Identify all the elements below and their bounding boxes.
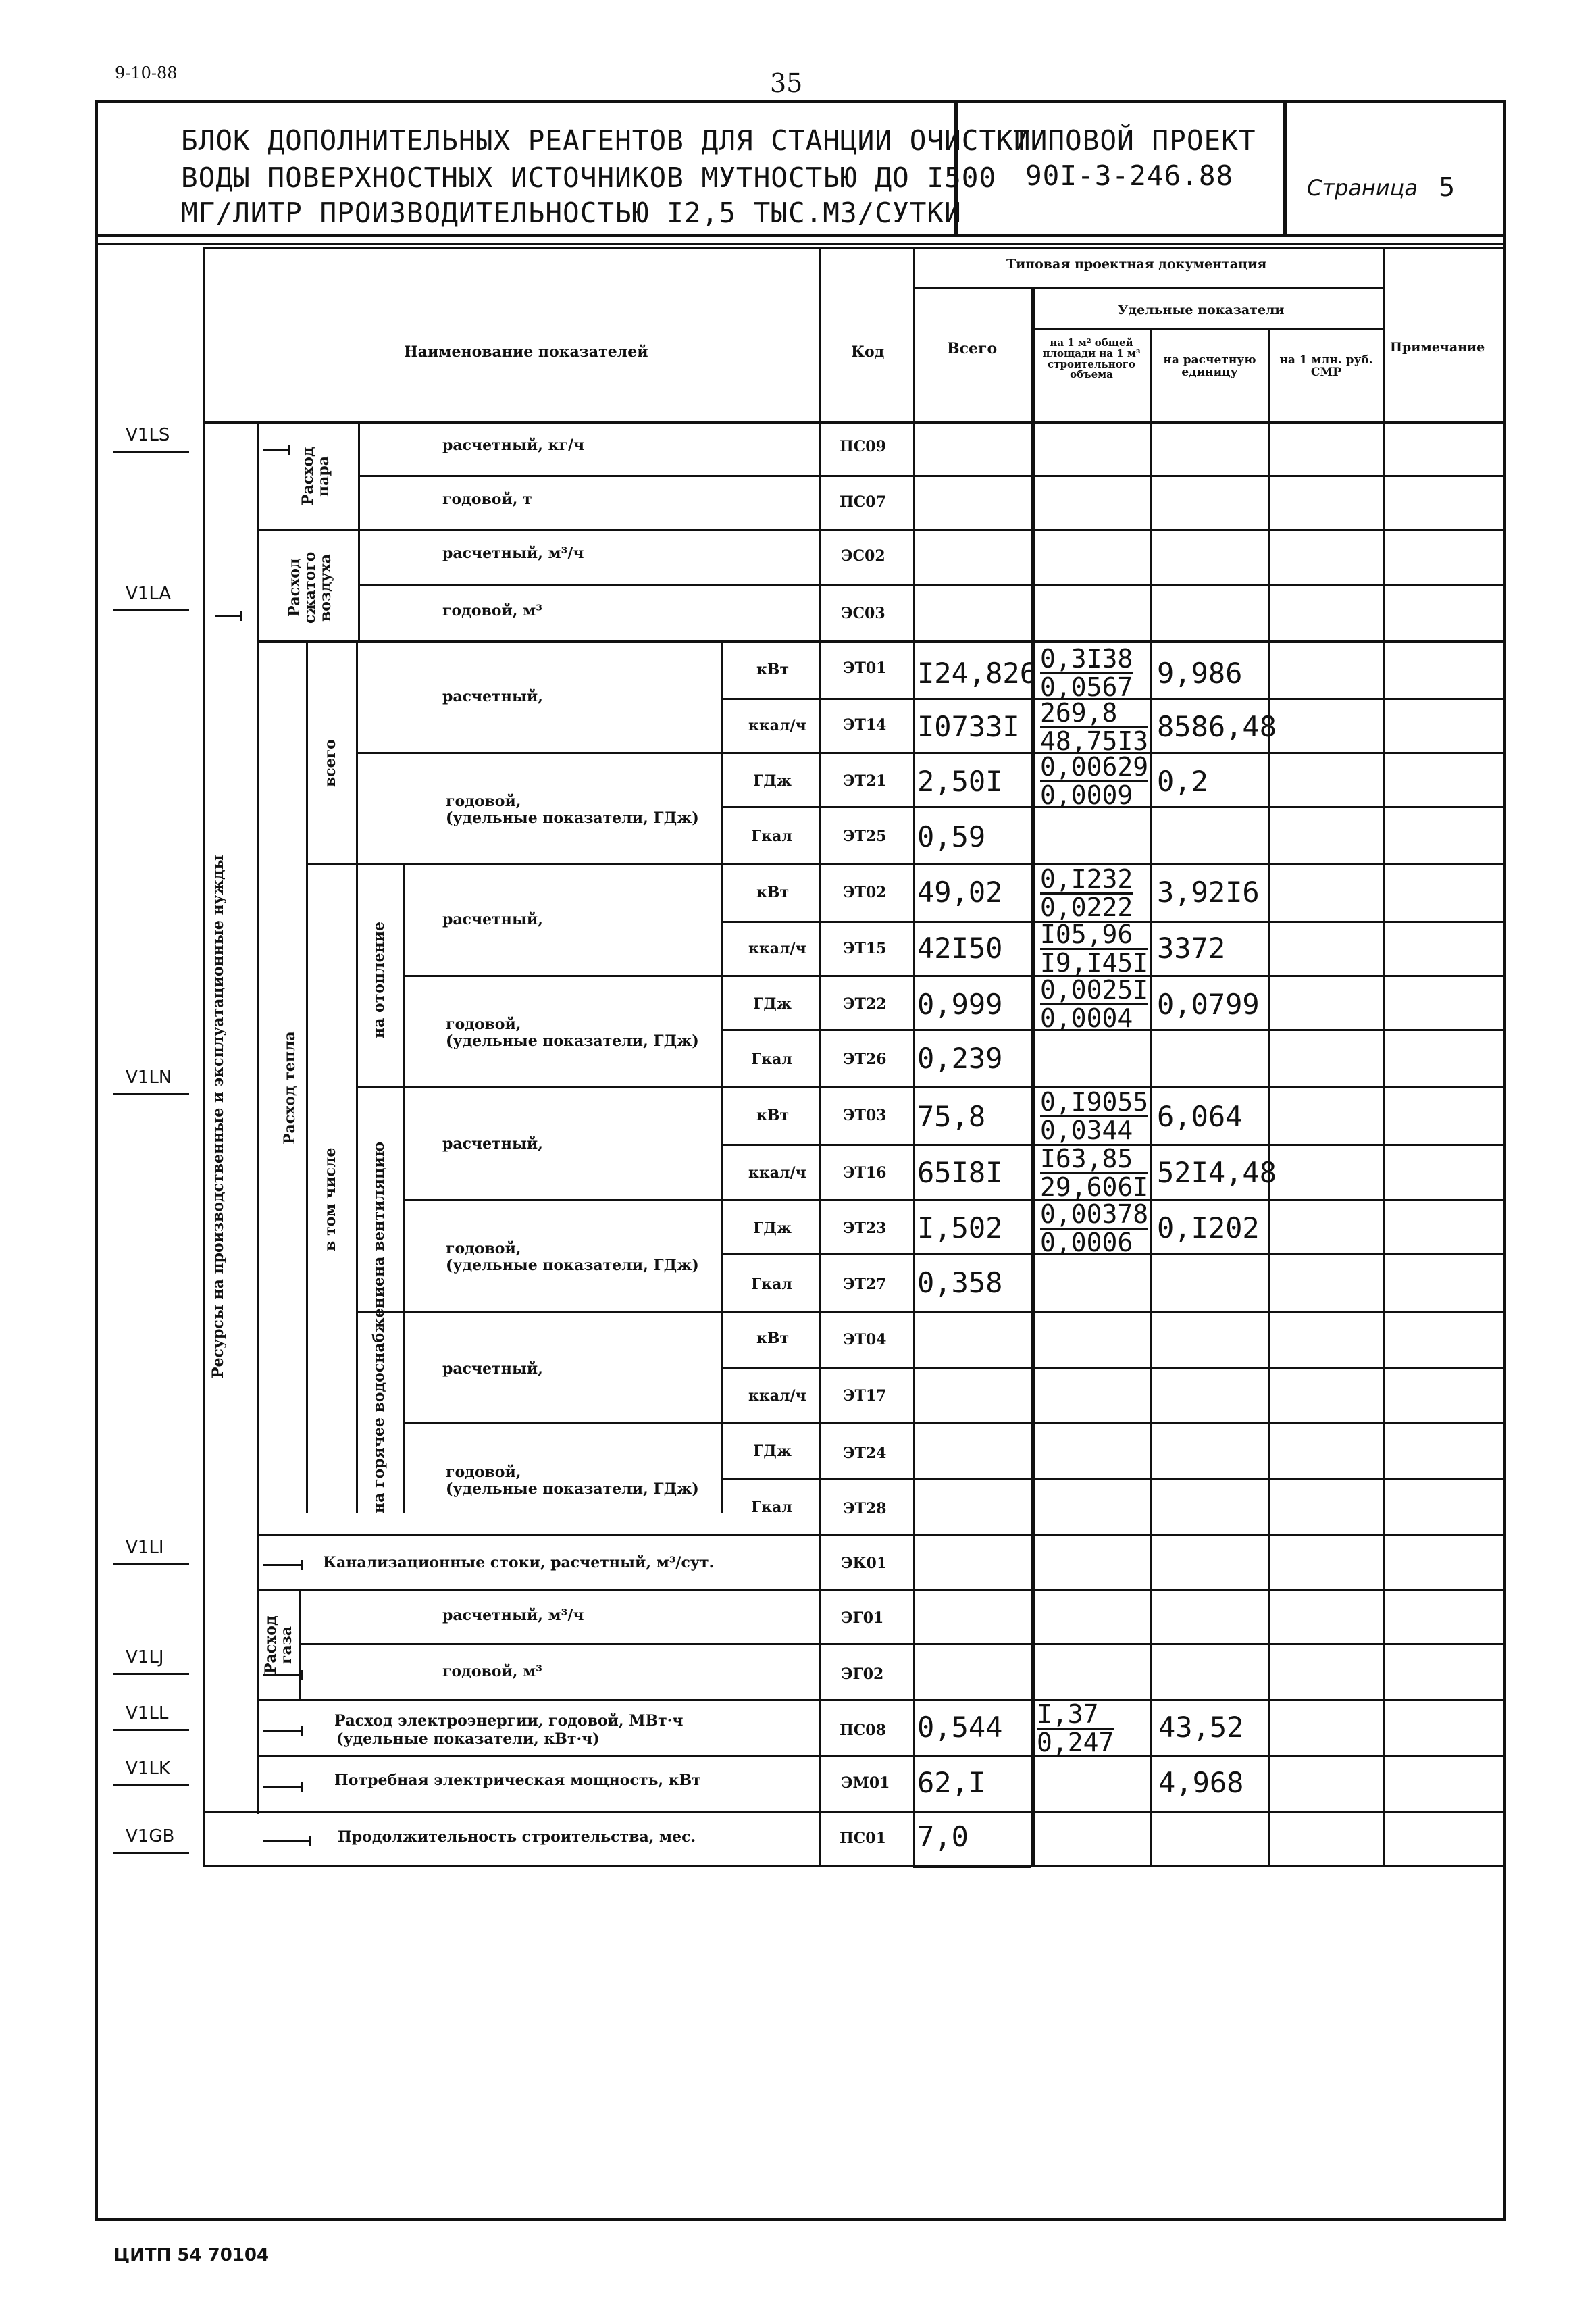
row-unit: Гкал bbox=[751, 1051, 792, 1068]
row-code: ПС09 bbox=[840, 438, 886, 455]
row-code: ЭГ01 bbox=[841, 1609, 884, 1627]
connector-arrow bbox=[215, 615, 242, 617]
row-name: годовой, м³ bbox=[442, 602, 542, 620]
row-code: ЭТ15 bbox=[843, 940, 887, 957]
group-hot-water: на горячее водоснабжение bbox=[370, 1277, 388, 1513]
group-incl: в том числе bbox=[321, 1147, 339, 1251]
sheet-number: 5 bbox=[1439, 172, 1456, 202]
side-label: V1GB bbox=[126, 1826, 175, 1846]
row-fraction: $\frac{0,00378}{0,0006}$ bbox=[1040, 1199, 1149, 1257]
row-unit: Гкал bbox=[751, 1276, 792, 1293]
row-unit: кВт bbox=[756, 884, 790, 901]
row-unit: ГДж bbox=[753, 1219, 792, 1237]
row-fraction: $\frac{0,0025I}{0,0004}$ bbox=[1040, 975, 1149, 1033]
row-unit-value: 0,2 bbox=[1157, 765, 1208, 798]
connector-arrow bbox=[263, 449, 290, 451]
row-name: Расход электроэнергии, годовой, МВт·ч bbox=[334, 1712, 684, 1730]
row-unit: Гкал bbox=[751, 1499, 792, 1516]
row-total: 0,59 bbox=[917, 820, 986, 853]
row-unit-value: 8586,48 bbox=[1157, 710, 1277, 743]
row-total: 0,999 bbox=[917, 988, 1003, 1021]
row-unit: ккал/ч bbox=[748, 717, 806, 734]
row-code: ЭТ23 bbox=[843, 1219, 887, 1237]
page-number: 35 bbox=[770, 68, 803, 98]
col-specific-header: Удельные показатели bbox=[1118, 303, 1285, 318]
group-air: Расход сжатого воздуха bbox=[286, 551, 335, 624]
group-heating: на отопление bbox=[370, 921, 388, 1038]
row-unit-value: 52I4,48 bbox=[1157, 1156, 1277, 1189]
row-name: годовой, м³ bbox=[442, 1663, 542, 1680]
col-per-mln-header: на 1 млн. руб. СМР bbox=[1279, 353, 1373, 379]
group-total: всего bbox=[321, 739, 339, 788]
connector-arrow bbox=[263, 1840, 311, 1842]
row-total: 0,239 bbox=[917, 1042, 1003, 1075]
row-code: ЭГ02 bbox=[841, 1665, 884, 1683]
row-name: расчетный, bbox=[442, 688, 543, 705]
row-total: 65I8I bbox=[917, 1156, 1003, 1189]
row-code: ЭТ02 bbox=[843, 884, 887, 901]
row-total: 0,544 bbox=[917, 1711, 1003, 1744]
group-gas: Расход газа bbox=[262, 1615, 296, 1674]
row-fraction: $\frac{I05,96}{I9,I45I}$ bbox=[1040, 920, 1149, 978]
col-per-unit-header: на расчетную единицу bbox=[1163, 353, 1256, 379]
row-code: ЭТ28 bbox=[843, 1500, 887, 1517]
row-total: 0,358 bbox=[917, 1266, 1003, 1299]
row-name: расчетный, м³/ч bbox=[442, 545, 584, 562]
row-unit: ккал/ч bbox=[748, 1164, 806, 1182]
connector-arrow bbox=[263, 1564, 303, 1566]
row-name: расчетный, bbox=[442, 1360, 543, 1378]
row-code: ЭТ04 bbox=[843, 1331, 887, 1349]
row-fraction: $\frac{0,00629}{0,0009}$ bbox=[1040, 752, 1149, 810]
title-line-1: БЛОК ДОПОЛНИТЕЛЬНЫХ РЕАГЕНТОВ ДЛЯ СТАНЦИИ ОЧИСТКИ bbox=[181, 124, 1031, 157]
row-code: ЭТ14 bbox=[843, 716, 887, 734]
row-name: годовой, т bbox=[442, 491, 532, 508]
row-unit-value: 0,0799 bbox=[1157, 988, 1260, 1021]
col-name-header: Наименование показателей bbox=[404, 343, 648, 361]
group-resources: Ресурсы на производственные и эксплуатационные нужды bbox=[209, 855, 227, 1378]
row-unit-value: 43,52 bbox=[1158, 1711, 1244, 1744]
row-name: годовой, bbox=[446, 1240, 521, 1257]
row-fraction: $\frac{0,I9055}{0,0344}$ bbox=[1040, 1087, 1149, 1145]
row-code: ЭТ03 bbox=[843, 1107, 887, 1124]
row-code: ЭТ25 bbox=[843, 828, 887, 845]
col-total-header: Всего bbox=[947, 340, 998, 357]
row-total: 49,02 bbox=[917, 876, 1003, 909]
row-name-sub: (удельные показатели, ГДж) bbox=[446, 1480, 699, 1498]
row-total: 7,0 bbox=[917, 1820, 969, 1853]
project-number: 90I-3-246.88 bbox=[1025, 159, 1234, 192]
col-per-area-header: на 1 м² общей площади на 1 м³ строительного объема bbox=[1042, 336, 1141, 381]
connector-arrow bbox=[263, 1786, 303, 1788]
side-label: V1LA bbox=[126, 584, 172, 604]
row-name: расчетный, bbox=[442, 911, 543, 928]
row-name-sub: (удельные показатели, ГДж) bbox=[446, 1032, 699, 1050]
row-code: ПС01 bbox=[840, 1830, 886, 1847]
project-label: ТИПОВОЙ ПРОЕКТ bbox=[1013, 124, 1256, 157]
row-name-sub: (удельные показатели, ГДж) bbox=[446, 809, 699, 827]
row-unit: кВт bbox=[756, 661, 790, 678]
row-unit: ГДж bbox=[753, 1442, 792, 1460]
row-code: ЭТ01 bbox=[843, 659, 887, 677]
side-label: V1LI bbox=[126, 1538, 164, 1558]
row-code: ЭТ22 bbox=[843, 995, 887, 1013]
sheet-label: Страница bbox=[1307, 175, 1418, 201]
group-ventilation: на вентиляцию bbox=[370, 1141, 388, 1277]
row-code: ЭТ17 bbox=[843, 1387, 887, 1405]
row-name: расчетный, bbox=[442, 1135, 543, 1153]
row-total: 42I50 bbox=[917, 932, 1003, 965]
row-total: I24,826 bbox=[917, 657, 1037, 690]
group-heat: Расход тепла bbox=[281, 1031, 299, 1145]
row-code: ЭТ16 bbox=[843, 1164, 887, 1182]
row-unit: Гкал bbox=[751, 828, 792, 845]
row-fraction: $\frac{I,37}{0,247}$ bbox=[1037, 1699, 1114, 1757]
row-total: 2,50I bbox=[917, 765, 1003, 798]
footer-code: ЦИТП 54 70104 bbox=[113, 2245, 269, 2265]
connector-arrow bbox=[263, 1674, 303, 1676]
doc-date: 9-10-88 bbox=[115, 64, 178, 82]
row-unit: ккал/ч bbox=[748, 940, 806, 957]
title-line-2: ВОДЫ ПОВЕРХНОСТНЫХ ИСТОЧНИКОВ МУТНОСТЬЮ ДО I500 bbox=[181, 161, 997, 194]
row-name-sub: (удельные показатели, кВт·ч) bbox=[336, 1730, 600, 1748]
row-name: годовой, bbox=[446, 1015, 521, 1033]
row-code: ПС07 bbox=[840, 493, 886, 511]
side-label: V1LS bbox=[126, 425, 170, 445]
row-fraction: $\frac{I63,85}{29,606I}$ bbox=[1040, 1144, 1149, 1202]
side-label: V1LJ bbox=[126, 1647, 164, 1667]
row-unit-value: 3,92I6 bbox=[1157, 876, 1260, 909]
row-code: ЭС02 bbox=[841, 547, 885, 565]
row-code: ЭТ27 bbox=[843, 1276, 887, 1293]
row-unit: кВт bbox=[756, 1330, 790, 1347]
row-unit-value: 0,I202 bbox=[1157, 1211, 1260, 1244]
row-total: 62,I bbox=[917, 1766, 986, 1799]
col-code-header: Код bbox=[851, 343, 885, 361]
row-code: ЭК01 bbox=[841, 1555, 887, 1572]
row-unit: кВт bbox=[756, 1107, 790, 1124]
row-name: годовой, bbox=[446, 1463, 521, 1481]
row-name: годовой, bbox=[446, 793, 521, 810]
row-unit-value: 9,986 bbox=[1157, 657, 1243, 690]
row-unit: ккал/ч bbox=[748, 1387, 806, 1405]
row-name: Продолжительность строительства, мес. bbox=[338, 1828, 696, 1846]
row-code: ЭМ01 bbox=[841, 1774, 890, 1792]
row-unit-value: 4,968 bbox=[1158, 1766, 1244, 1799]
row-name: расчетный, кг/ч bbox=[442, 436, 585, 454]
row-total: 75,8 bbox=[917, 1100, 986, 1133]
col-tpd-header: Типовая проектная документация bbox=[1006, 257, 1267, 272]
row-unit-value: 3372 bbox=[1157, 932, 1226, 965]
group-steam: Расход пара bbox=[299, 447, 333, 506]
row-total: I,502 bbox=[917, 1211, 1003, 1244]
row-unit: ГДж bbox=[753, 995, 792, 1013]
side-label: V1LK bbox=[126, 1759, 170, 1779]
row-name: Потребная электрическая мощность, кВт bbox=[334, 1771, 701, 1789]
row-fraction: $\frac{0,I232}{0,0222}$ bbox=[1040, 864, 1133, 922]
title-line-3: МГ/ЛИТР ПРОИЗВОДИТЕЛЬНОСТЬЮ I2,5 ТЫС.М3/СУТКИ bbox=[181, 197, 962, 229]
connector-arrow bbox=[263, 1730, 303, 1732]
row-code: ЭТ24 bbox=[843, 1444, 887, 1462]
row-total: I0733I bbox=[917, 710, 1020, 743]
row-code: ЭТ26 bbox=[843, 1051, 887, 1068]
row-fraction: $\frac{269,8}{48,75I3}$ bbox=[1040, 698, 1149, 756]
row-name: расчетный, м³/ч bbox=[442, 1607, 584, 1624]
row-code: ПС08 bbox=[840, 1721, 886, 1739]
row-code: ЭТ21 bbox=[843, 772, 887, 790]
side-label: V1LN bbox=[126, 1067, 172, 1088]
row-name: Канализационные стоки, расчетный, м³/сут. bbox=[323, 1554, 715, 1571]
row-name-sub: (удельные показатели, ГДж) bbox=[446, 1257, 699, 1274]
row-fraction: $\frac{0,3I38}{0,0567}$ bbox=[1040, 644, 1133, 702]
col-note-header: Примечание bbox=[1390, 340, 1485, 355]
side-label: V1LL bbox=[126, 1703, 169, 1724]
row-unit-value: 6,064 bbox=[1157, 1100, 1243, 1133]
row-unit: ГДж bbox=[753, 772, 792, 790]
row-code: ЭС03 bbox=[841, 605, 885, 622]
